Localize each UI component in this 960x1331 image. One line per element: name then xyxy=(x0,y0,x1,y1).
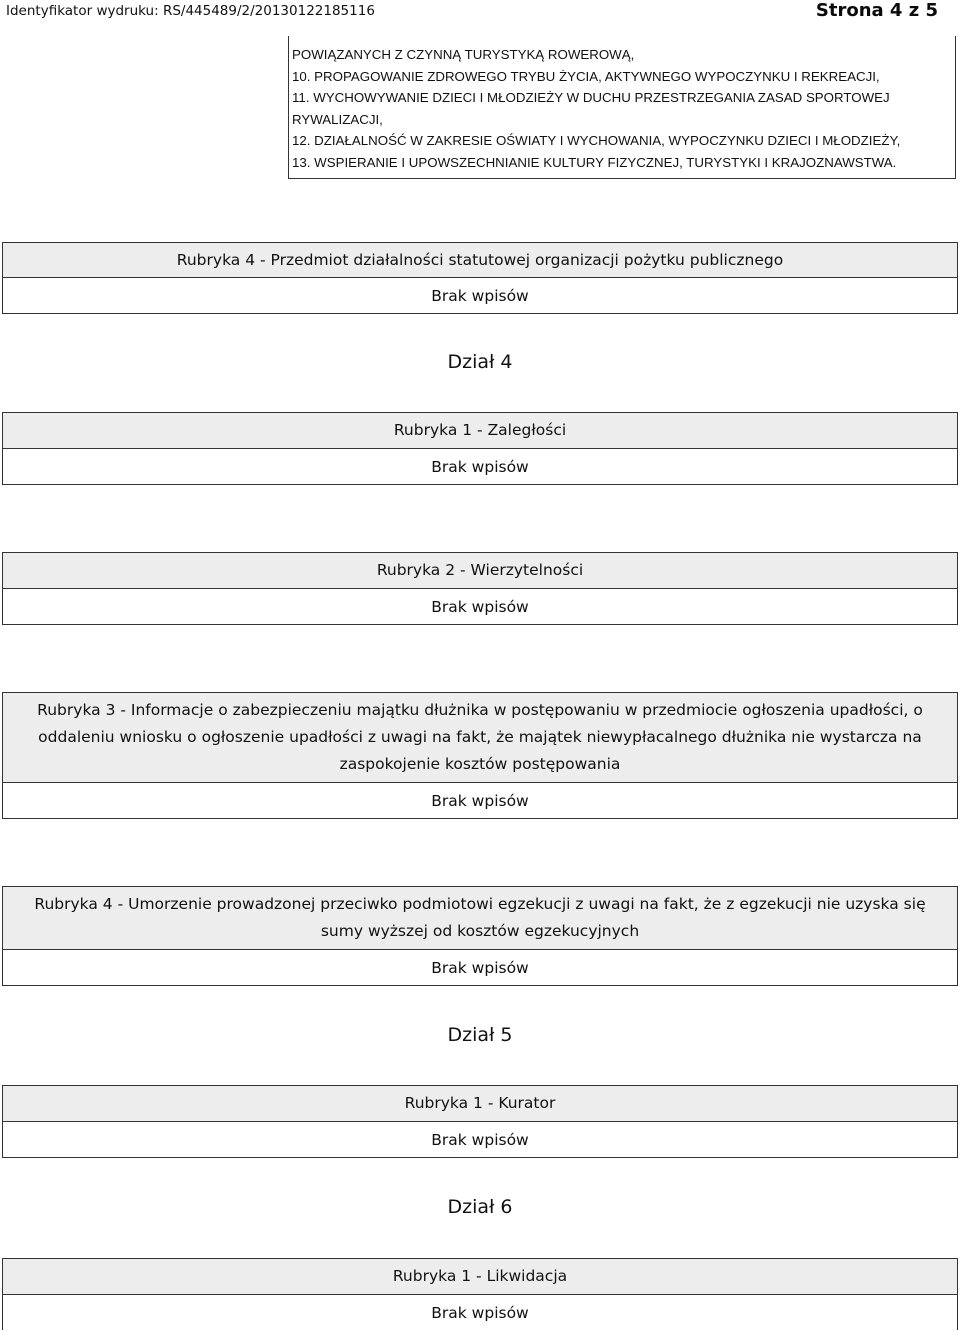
print-identifier: Identyfikator wydruku: RS/445489/2/20130122185116 xyxy=(6,3,375,19)
section-kurator xyxy=(2,1085,958,1158)
section-value: Brak wpisów xyxy=(431,287,529,305)
section-zabezpieczenie-majatku xyxy=(2,692,958,819)
section-value: Brak wpisów xyxy=(431,1304,529,1322)
dzial-6-heading: Dział 6 xyxy=(447,1196,513,1218)
dzial-5-heading: Dział 5 xyxy=(447,1024,513,1046)
list-item: 12. DZIAŁALNOŚĆ W ZAKRESIE OŚWIATY I WYCHOWANIA, WYPOCZYNKU DZIECI I MŁODZIEŻY, xyxy=(292,133,901,149)
section-value: Brak wpisów xyxy=(431,792,529,810)
list-item: RYWALIZACJI, xyxy=(292,111,383,127)
section-title: Rubryka 1 - Kurator xyxy=(3,1086,957,1122)
section-value: Brak wpisów xyxy=(431,959,529,977)
activity-list-continuation xyxy=(288,36,956,179)
section-title: Rubryka 2 - Wierzytelności xyxy=(3,553,957,589)
dzial-4-heading: Dział 4 xyxy=(447,351,513,373)
section-value: Brak wpisów xyxy=(431,458,529,476)
section-title: Rubryka 1 - Likwidacja xyxy=(3,1259,957,1295)
list-item: 10. PROPAGOWANIE ZDROWEGO TRYBU ŻYCIA, AKTYWNEGO WYPOCZYNKU I REKREACJI, xyxy=(292,68,880,84)
section-wierzytelnosci xyxy=(2,552,958,625)
section-value: Brak wpisów xyxy=(431,598,529,616)
list-item: POWIĄZANYCH Z CZYNNĄ TURYSTYKĄ ROWEROWĄ, xyxy=(292,47,635,62)
section-likwidacja xyxy=(2,1258,958,1330)
list-item: 13. WSPIERANIE I UPOWSZECHNIANIE KULTURY FIZYCZNEJ, TURYSTYKI I KRAJOZNAWSTWA. xyxy=(292,154,897,170)
section-title: Rubryka 4 - Przedmiot działalności statutowej organizacji pożytku publicznego xyxy=(3,243,957,278)
section-title: Rubryka 1 - Zaległości xyxy=(3,413,957,449)
section-value: Brak wpisów xyxy=(431,1131,529,1149)
section-rubryka-4-przedmiot xyxy=(2,242,958,314)
section-title: Rubryka 4 - Umorzenie prowadzonej przeciwko podmiotowi egzekucji z uwagi na fakt, że z egzekucji nie uzyska się sumy wyższej od kosztów egzekucyjnych xyxy=(3,887,957,950)
section-title: Rubryka 3 - Informacje o zabezpieczeniu majątku dłużnika w postępowaniu w przedmiocie ogłoszenia upadłości, o oddaleniu wniosku o ogłoszenie upadłości z uwagi na fakt, że majątek niewypłacalnego dłużnika nie wystarcza na zaspokojenie kosztów postępowania xyxy=(3,693,957,783)
page-number: Strona 4 z 5 xyxy=(815,0,938,21)
list-item: 11. WYCHOWYWANIE DZIECI I MŁODZIEŻY W DUCHU PRZESTRZEGANIA ZASAD SPORTOWEJ xyxy=(292,90,890,106)
section-zaleglosci xyxy=(2,412,958,485)
section-umorzenie-egzekucji xyxy=(2,886,958,986)
